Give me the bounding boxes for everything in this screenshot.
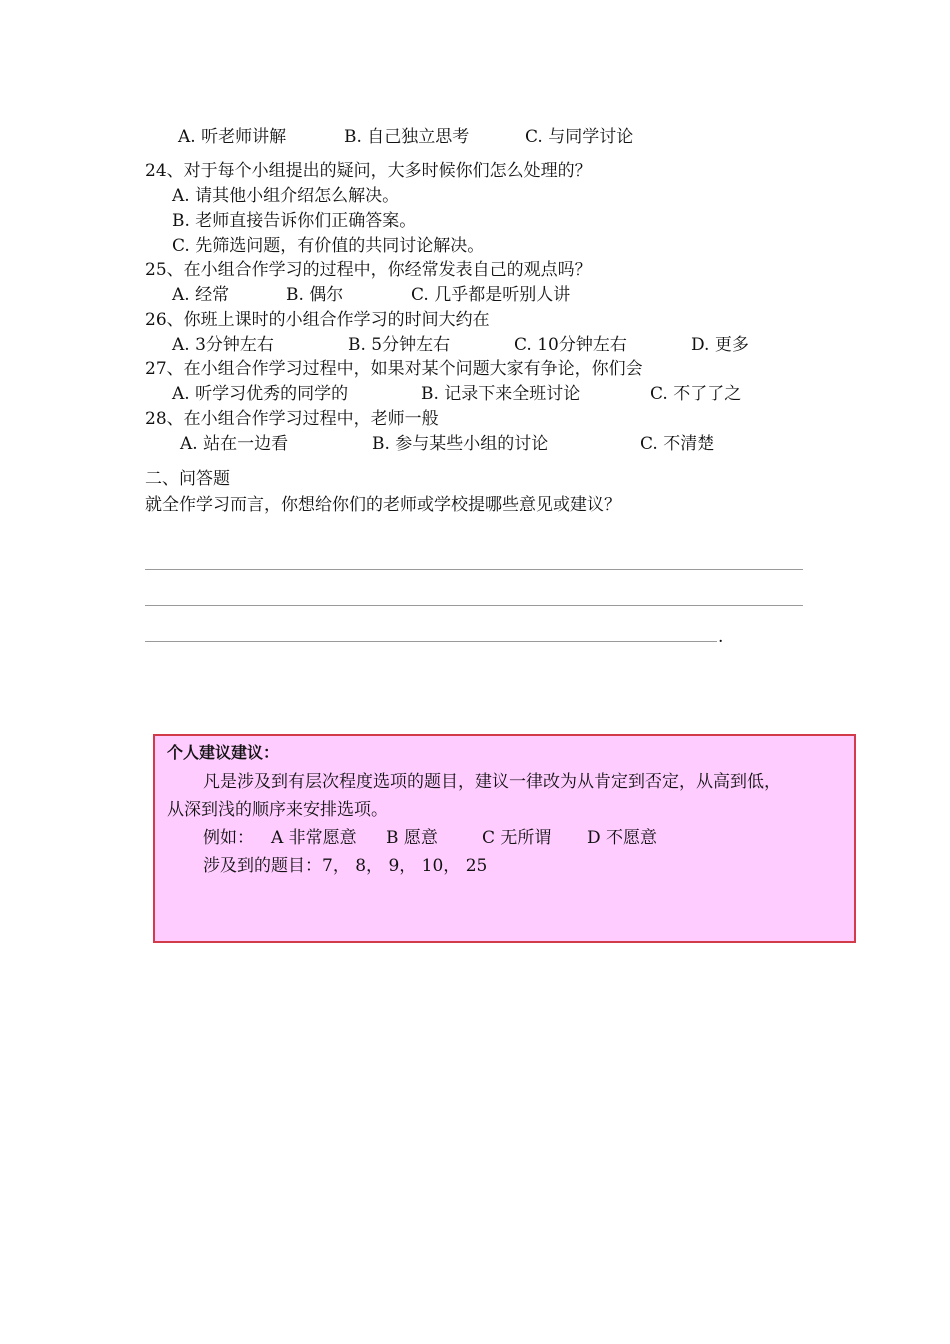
q26-question: 26、你班上课时的小组合作学习的时间大约在 [145,310,490,330]
q28-option-a: A. 站在一边看 [180,434,289,454]
q27-option-b: B. 记录下来全班讨论 [421,384,581,404]
suggestion-box [153,734,856,943]
q27-option-a: A. 听学习优秀的同学的 [172,384,349,404]
q23-option-c: C. 与同学讨论 [525,127,634,147]
suggestion-example-label: 例如： [203,828,254,848]
q25-option-b: B. 偶尔 [286,285,344,305]
answer-end-mark: . [718,627,724,647]
q26-option-b: B. 5分钟左右 [348,335,451,355]
q24-option-b: B. 老师直接告诉你们正确答案。 [172,211,417,231]
q26-option-c: C. 10分钟左右 [514,335,627,355]
q28-option-c: C. 不清楚 [640,434,715,454]
suggestion-related: 涉及到的题目：7， 8， 9， 10， 25 [203,856,488,876]
suggestion-example-c: C 无所谓 [482,828,552,848]
q25-question: 25、在小组合作学习的过程中，你经常发表自己的观点吗？ [145,260,592,280]
q23-option-a: A. 听老师讲解 [178,127,287,147]
suggestion-example-d: D 不愿意 [587,828,658,848]
q27-option-c: C. 不了了之 [650,384,742,404]
answer-line-1 [145,569,803,570]
section2-heading: 二、问答题 [145,469,230,489]
section2-question: 就全作学习而言，你想给你们的老师或学校提哪些意见或建议？ [145,495,621,515]
q25-option-a: A. 经常 [172,285,230,305]
q25-option-c: C. 几乎都是听别人讲 [411,285,571,305]
q26-option-a: A. 3分钟左右 [172,335,274,355]
suggestion-line-2: 从深到浅的顺序来安排选项。 [167,800,388,820]
q24-option-a: A. 请其他小组介绍怎么解决。 [172,186,400,206]
q27-question: 27、在小组合作学习过程中，如果对某个问题大家有争论，你们会 [145,359,643,379]
q28-question: 28、在小组合作学习过程中，老师一般 [145,409,439,429]
q24-option-c: C. 先筛选问题，有价值的共同讨论解决。 [172,236,485,256]
suggestion-example-a: A 非常愿意 [271,828,357,848]
suggestion-example-b: B 愿意 [386,828,438,848]
q23-option-b: B. 自己独立思考 [344,127,470,147]
answer-line-3 [145,641,717,642]
q26-option-d: D. 更多 [691,335,749,355]
q28-option-b: B. 参与某些小组的讨论 [372,434,549,454]
suggestion-title: 个人建议建议： [167,743,280,762]
suggestion-line-1: 凡是涉及到有层次程度选项的题目，建议一律改为从肯定到否定，从高到低， [203,772,781,792]
q24-question: 24、对于每个小组提出的疑问，大多时候你们怎么处理的？ [145,161,592,181]
answer-line-2 [145,605,803,606]
